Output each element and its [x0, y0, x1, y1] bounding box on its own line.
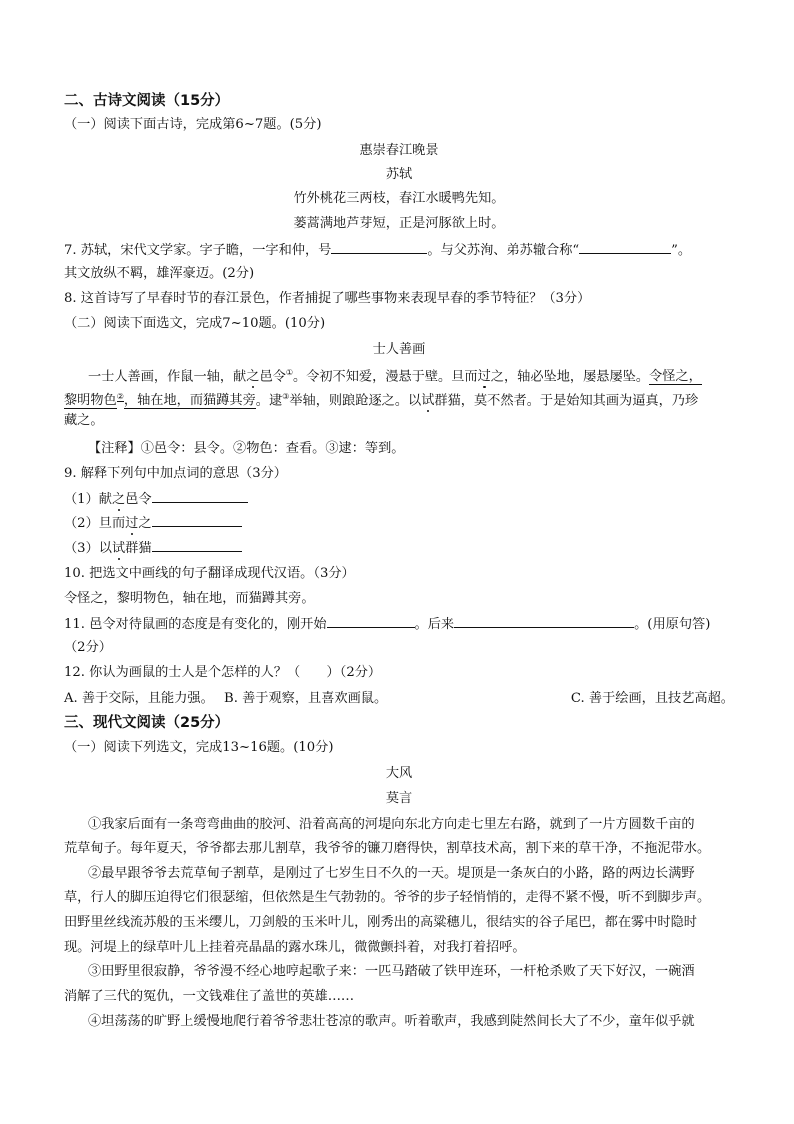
q9-blank-2[interactable]	[152, 514, 242, 527]
article-p3-line-2: 消解了三代的冤仇，一文钱难住了盖世的英雄……	[64, 989, 355, 1004]
passage-text: 举轴，则踉跄逐之。以	[289, 393, 422, 409]
q9-text: （2）旦而	[64, 516, 126, 531]
q9-item-3	[64, 539, 734, 558]
q7-line-1	[64, 241, 734, 260]
article-title: 大风	[385, 766, 413, 781]
q11-blank-2[interactable]	[454, 615, 634, 628]
dotted-word: 之	[246, 369, 260, 385]
article-p2-line-1: ②最早跟爷爷去荒草甸子割草，是刚过了七岁生日不久的一天。堤顶是一条灰白的小路，路的两边长满野	[88, 866, 695, 881]
q12-stem: 12. 你认为画鼠的士人是个怎样的人？（ ）（2分）	[64, 665, 382, 680]
dotted-word: 过	[125, 516, 139, 531]
part2-intro: （二）阅读下面选文，完成7~10题。(10分)	[64, 316, 326, 331]
q7-blank-2[interactable]	[579, 241, 671, 254]
dotted-word: 之	[111, 492, 126, 507]
q9-text: 邑令	[125, 492, 152, 507]
q11-blank-1[interactable]	[327, 615, 415, 628]
poem-author: 苏轼	[385, 167, 413, 182]
article-p3-line-1: ③田野里很寂静，爷爷漫不经心地哼起歌子来：一匹马踏破了铁甲连环，一杆枪杀败了天下好汉，一碗酒	[88, 964, 695, 979]
article-p4-line-1: ④坦荡荡的旷野上缓慢地爬行着爷爷悲壮苍凉的歌声。听着歌声，我感到陡然间长大了不少，童年似乎就	[88, 1014, 695, 1029]
passage-text: 。逮	[255, 393, 283, 409]
passage-notes: 【注释】①邑令：县令。②物色：查看。③逮：等到。	[88, 441, 405, 456]
q11-line-2: （2分）	[64, 640, 112, 655]
q9-item-1	[64, 490, 734, 509]
passage-text: 群猫，莫不然者。于是始知其画为逼真，乃珍	[434, 393, 699, 409]
q7-blank-1[interactable]	[331, 241, 427, 254]
article-p1-line-2: 荒草甸子。每年夏天，爷爷都去那儿割草，我爷爷的镰刀磨得快，割草技术高，割下来的草干净，不拖泥带水。	[64, 841, 711, 856]
q9-item-2	[64, 514, 734, 533]
q9-text: 群猫	[125, 541, 152, 556]
passage-line-3: 藏之。	[64, 413, 104, 428]
q11-text: 。后来	[414, 617, 455, 632]
passage-text: 之，轴必坠地，屡悬屡坠。	[490, 369, 650, 385]
underlined-sentence: 黎明物色	[64, 393, 117, 409]
q7-text-a: 7. 苏轼，宋代文学家。字子瞻，一字和仲，号	[64, 243, 332, 258]
q9-text: （1）献	[64, 492, 112, 507]
section2-heading: 二、古诗文阅读（15分）	[64, 93, 230, 109]
dotted-word: 试	[111, 541, 126, 556]
dotted-word: 试	[421, 393, 435, 409]
article-p2-line-4: 现。河堤上的绿草叶儿上挂着亮晶晶的露水珠儿，微微颤抖着，对我打着招呼。	[64, 940, 526, 955]
passage-line-1	[88, 364, 758, 386]
q11-text: 11. 邑令对待鼠画的态度是有变化的，刚开始	[64, 617, 327, 632]
passage-line-2	[64, 388, 734, 410]
passage-text: 邑令	[259, 369, 286, 385]
q10-sentence: 令怪之，黎明物色，轴在地，而猫蹲其旁。	[64, 591, 315, 606]
poem-line-2: 蒌蒿满地芦芽短，正是河豚欲上时。	[293, 216, 505, 231]
q12-option-b[interactable]: B. 善于观察，且喜欢画鼠。	[224, 691, 388, 706]
poem-line-1: 竹外桃花三两枝，春江水暖鸭先知。	[293, 191, 505, 206]
article-author: 莫言	[385, 791, 413, 806]
note-mark-3: ③	[282, 392, 290, 401]
q12-option-a[interactable]: A. 善于交际，且能力强。	[64, 691, 214, 706]
article-p1-line-1: ①我家后面有一条弯弯曲曲的胶河、沿着高高的河堤向东北方向走七里左右路，就到了一片方圆数千亩的	[88, 817, 695, 832]
q7-text-b: 。与父苏洵、弟苏辙合称“	[427, 243, 580, 258]
q9-text: （3）以	[64, 541, 112, 556]
passage-text: 一士人善画，作鼠一轴，献	[88, 369, 247, 385]
note-mark-1: ①	[285, 368, 293, 377]
poem-title: 惠崇春江晚景	[359, 143, 439, 158]
article-p2-line-3: 田野里丝线流苏般的玉米缨儿，刀剑般的玉米叶儿，刚秀出的高粱穗儿，很结实的谷子尾巴，都在雾中时隐时	[64, 915, 697, 930]
section3-heading: 三、现代文阅读（25分）	[64, 715, 230, 731]
dotted-word: 过	[477, 369, 491, 385]
q9-text: 之	[138, 516, 152, 531]
q10-stem: 10. 把选文中画线的句子翻译成现代汉语。（3分）	[64, 566, 355, 581]
underlined-sentence: ，轴在地，而猫蹲其旁	[123, 393, 256, 409]
q9-stem: 9. 解释下列句中加点词的意思（3分）	[64, 466, 287, 481]
passage-title: 士人善画	[372, 342, 426, 357]
q8-stem: 8. 这首诗写了早春时节的春江景色，作者捕捉了哪些事物来表现早春的季节特征？（3分）	[64, 291, 591, 306]
q7-text-c: ”。	[671, 243, 692, 258]
q9-blank-3[interactable]	[152, 539, 242, 552]
article-p2-line-2: 草，行人的脚压迫得它们很瑟缩，但依然是生气勃勃的。爷爷的步子轻悄悄的，走得不紧不慢，听不到脚步声。	[64, 890, 711, 905]
q12-option-c[interactable]: C. 善于绘画，且技艺高超。	[570, 691, 734, 706]
underlined-sentence: 令怪之，	[649, 369, 702, 385]
q11-line-1	[64, 615, 734, 634]
q9-blank-1[interactable]	[152, 490, 248, 503]
part1-intro: （一）阅读下面古诗，完成第6~7题。(5分)	[64, 117, 322, 132]
section3-intro: （一）阅读下列选文，完成13~16题。(10分)	[64, 740, 334, 755]
passage-text: 。令初不知爱，漫悬于壁。旦而	[292, 369, 478, 385]
q11-text: 。(用原句答)	[634, 617, 711, 632]
q7-line-2: 其文放纵不羁，雄浑豪迈。(2分)	[64, 266, 255, 281]
note-mark-2: ②	[116, 392, 124, 401]
q12-options	[64, 690, 734, 708]
